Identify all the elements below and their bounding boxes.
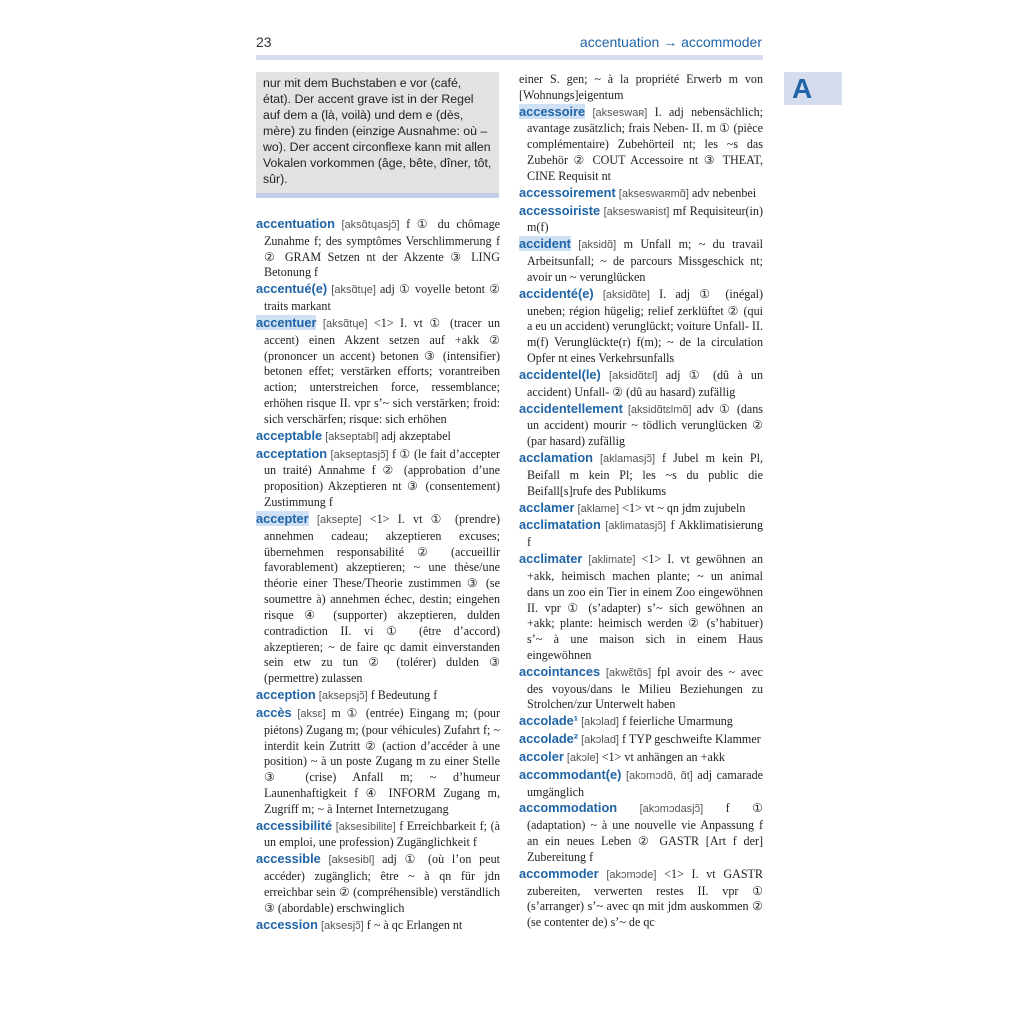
dictionary-entry	[256, 917, 500, 935]
entry-headword[interactable]: accentué(e)	[256, 281, 328, 297]
entry-body: f ~ à qc Erlangen nt	[366, 917, 463, 932]
entry-body: f ① (adaptation) ~ à une nouvelle vie Anpassung f an ein neues Leben ② GASTR [Art f der] Zubereitung f	[527, 801, 763, 864]
entry-headword[interactable]: acclamer	[519, 499, 575, 515]
entry-headword[interactable]: acclimatation	[519, 517, 601, 533]
entry-headword[interactable]: acception	[256, 687, 316, 703]
dictionary-entry	[519, 104, 763, 185]
dictionary-entry	[519, 450, 763, 499]
entry-phonetic: [aksepsjɔ̃]	[318, 690, 368, 703]
dictionary-entry	[519, 236, 763, 285]
entry-body: adj ① voyelle betont ② traits markant	[264, 282, 500, 314]
entry-body: mf Requisiteur(in) m(f)	[527, 203, 763, 235]
entry-phonetic: [aksɑ̃tɥe]	[322, 317, 368, 330]
entry-headword[interactable]: accidenté(e)	[519, 285, 594, 301]
entry-body: adv nebenbei	[691, 185, 757, 200]
entry-phonetic: [akɔle]	[566, 751, 599, 764]
entry-phonetic: [aksesjɔ̃]	[320, 919, 364, 932]
entry-body: I. adj ① (inégal) uneben; région hügelig; relief zerklüftet ② (qui a eu un accident) verunglückt; voiture Unfall- II. m(f) Verunglückte(r) f(m); ~ de la circulation Opfer nt eines Verkehrsunfalls	[527, 286, 763, 366]
entry-body: f Bedeutung f	[370, 688, 438, 703]
entry-body: <1> I. vt gewöhnen an +akk, heimisch machen plante; ~ un animal dans un zoo ein Tier in einem Zoo eingewöhnen II. vpr ① (s’adapter) s’~ sich gewöhnen an +akk; plante: heimisch werden ② (s’habituer) s’~ à une maison sich in einem Haus eingewöhnen	[527, 552, 763, 662]
continuation-text: einer S. gen; ~ à la propriété Erwerb m von [Wohnungs]eigentum	[519, 72, 763, 102]
entry-headword[interactable]: accentuer	[256, 314, 317, 330]
entry-phonetic: [aklame]	[577, 502, 620, 515]
entry-phonetic: [aksidɑ̃]	[578, 239, 617, 252]
entry-body: adj ① (dû à un accident) Unfall- ② (dû au hasard) zufällig	[527, 367, 763, 399]
dictionary-entry	[256, 705, 500, 818]
entry-phonetic: [akɔlad]	[581, 734, 619, 747]
entry-phonetic: [aksidɑ̃tɛl]	[609, 369, 658, 382]
entry-headword[interactable]: accident	[519, 236, 571, 252]
entry-phonetic: [aksepte]	[316, 513, 362, 526]
dictionary-entry	[519, 731, 763, 749]
entry-headword[interactable]: accessoirement	[519, 184, 616, 200]
entry-body: fpl avoir des ~ avec des voyous/dans le Milieu Beziehungen zu Strolchen/zur Unterwelt haben	[527, 664, 763, 712]
entry-phonetic: [aklimatasjɔ̃]	[605, 520, 666, 533]
left-column	[256, 216, 500, 986]
entry-body: f Akklimatisierung f	[527, 518, 763, 550]
dictionary-entry	[519, 185, 763, 203]
entry-headword[interactable]: accessoire	[519, 103, 586, 119]
entry-headword[interactable]: acceptation	[256, 445, 328, 461]
entry-phonetic: [aksesibilite]	[335, 820, 396, 833]
entry-headword[interactable]: accointances	[519, 663, 601, 679]
entry-headword[interactable]: accidentel(le)	[519, 366, 601, 382]
dictionary-entry	[519, 517, 763, 551]
entry-body: f Jubel m kein Pl, Beifall m kein Pl; les ~s du public die Beifall[s]rufe des Publikums	[527, 451, 763, 498]
dictionary-entry	[256, 511, 500, 687]
thumb-tab-letter: A	[792, 73, 813, 104]
entry-body: <1> vt anhängen an +akk	[601, 749, 725, 764]
entry-body: f TYP geschweifte Klammer	[622, 732, 761, 747]
running-head: accentuation → accommoder	[579, 34, 762, 50]
entry-body: f feierliche Umarmung	[622, 714, 733, 729]
entry-body: f ① du chômage Zunahme f; des symptômes Verschlimmerung f ② GRAM Setzen nt der Akzente ③ LING Betonung f	[264, 217, 500, 280]
entry-headword[interactable]: accepter	[256, 510, 309, 526]
entry-phonetic: [akseptasjɔ̃]	[330, 448, 389, 461]
entry-phonetic: [aksesibl]	[328, 854, 375, 867]
dictionary-entry	[256, 818, 500, 852]
dictionary-entry	[519, 401, 763, 450]
entry-body: f ① (le fait d’accepter un traité) Annahme f ② (approbation d’une proposition) Akzeptieren nt ③ (consentement) Zustimmung f	[264, 446, 500, 510]
entry-body: <1> I. vt ① (prendre) annehmen cadeau; akzeptieren excuses; übernehmen responsabilité ② (accueillir favorablement) akzeptieren; ~ une thèse/une théorie einer These/Theorie zustimmen ③ (se soumettre à) annehmen échec, destin; eingehen risque ④ (supporter) akzeptieren, dulden contradiction II. vi ① (être d’accord) akzeptieren; ~ de faire qc damit einverstanden sein etw zu tun ② (tolérer) dulden ③ (permettre) zulassen	[264, 511, 500, 686]
entry-body: <1> I. vt ① (tracer un accent) einen Akzent setzen auf +akk ② (prononcer un accent) betonen ③ (intensifier) betonen effet; verstärken efforts; vorantreiben action; unterstreichen force, ressemblance; erhöhen risque II. vpr s’~ sich verstärken; froid: sich verschärfen; risque: sich erhöhen	[264, 315, 500, 426]
entry-headword[interactable]: accommoder	[519, 865, 599, 881]
dictionary-entry	[256, 851, 500, 916]
entry-phonetic: [akseswaʀist]	[603, 205, 670, 218]
entry-body: m Unfall m; ~ du travail Arbeitsunfall; ~ de parcours Missgeschick nt; avoir un ~ verunglücken	[527, 237, 763, 284]
dictionary-entry	[256, 216, 500, 281]
entry-headword[interactable]: acclimater	[519, 551, 583, 567]
header-rule	[256, 55, 763, 60]
dictionary-entry	[256, 446, 500, 511]
entry-phonetic: [akɔmɔdɑ̃, ɑ̃t]	[625, 769, 693, 782]
dictionary-entry	[256, 428, 500, 446]
entry-body: <1> vt ~ qn jdm zujubeln	[622, 500, 746, 515]
entry-headword[interactable]: accès	[256, 704, 292, 720]
entry-phonetic: [akseswaʀ]	[592, 106, 648, 119]
dictionary-entry	[519, 866, 763, 931]
dictionary-entry	[519, 203, 763, 237]
note-box	[256, 72, 499, 198]
entry-phonetic: [akwɛ̃tɑ̃s]	[605, 666, 652, 679]
dictionary-entry	[519, 664, 763, 713]
dictionary-entry	[256, 687, 500, 705]
entry-headword[interactable]: accessible	[256, 851, 321, 867]
entry-headword[interactable]: accoler	[519, 748, 564, 764]
right-column	[519, 72, 763, 984]
entry-phonetic: [aksɑ̃tɥasjɔ̃]	[341, 219, 400, 231]
entry-headword[interactable]: acclamation	[519, 450, 593, 466]
entry-body: adv ① (dans un accident) mourir ~ tödlich verunglücken ② (par hasard) zufällig	[527, 401, 763, 449]
entry-headword[interactable]: accentuation	[256, 216, 335, 231]
entry-phonetic: [aklamasjɔ̃]	[600, 453, 656, 466]
entry-body: adj akzeptabel	[381, 428, 451, 443]
entry-phonetic: [akseswaʀmɑ̃]	[618, 187, 689, 200]
entry-phonetic: [aksidɑ̃te]	[602, 288, 650, 301]
entry-body: adj camarade umgänglich	[527, 767, 763, 799]
entry-phonetic: [aklimate]	[588, 554, 636, 567]
dictionary-entry	[519, 767, 763, 801]
entry-headword[interactable]: accommodant(e)	[519, 766, 622, 782]
entry-headword[interactable]: accidentellement	[519, 400, 623, 416]
entry-phonetic: [akɔmɔdasjɔ̃]	[639, 803, 704, 816]
entry-headword[interactable]: accolade²	[519, 731, 579, 747]
page-number: 23	[256, 34, 272, 50]
entry-phonetic: [aksɑ̃tɥe]	[331, 284, 376, 297]
entry-phonetic: [akɔlad]	[581, 716, 619, 729]
entry-headword[interactable]: accession	[256, 916, 318, 932]
entry-headword[interactable]: accolade¹	[519, 713, 579, 729]
dictionary-entry	[256, 281, 500, 315]
entry-headword[interactable]: accessoiriste	[519, 202, 601, 218]
dictionary-entry	[519, 551, 763, 664]
entry-body: adj ① (où l’on peut accéder) zugänglich; être ~ à qn für jdn erreichbar sein ② (compréhensible) verständlich ③ (abordable) erschwinglich	[264, 852, 500, 915]
entry-headword[interactable]: accommodation	[519, 800, 618, 816]
entry-phonetic: [akseptabl]	[325, 430, 379, 443]
entry-headword[interactable]: acceptable	[256, 427, 323, 443]
dictionary-entry	[519, 713, 763, 731]
note-text: nur mit dem Buchstaben e vor (café, état). Der accent grave ist in der Regel auf dem a (là, voilà) und dem e (dès, mère) zu finden (einzige Ausnahme: où – wo). Der accent circonflexe kann mit allen Vokalen vorkommen (âge, bête, dîner, tôt, sûr).	[263, 76, 492, 186]
dictionary-entry	[519, 749, 763, 767]
dictionary-entry	[519, 500, 763, 518]
entry-headword[interactable]: accessibilité	[256, 817, 333, 833]
entry-phonetic: [aksidɑ̃tɛlmɑ̃]	[627, 403, 692, 416]
entry-body: <1> I. vt GASTR zubereiten, verwerten restes II. vpr ① (s’arranger) s’~ avec qn mit jdm auskommen ② (se contenter de) s’~ de qc	[527, 866, 763, 930]
dictionary-entry	[519, 367, 763, 401]
dictionary-entry	[256, 315, 500, 428]
dictionary-entry	[519, 800, 763, 865]
entry-body: m ① (entrée) Eingang m; (pour piétons) Zugang m; (pour véhicules) Zufahrt f; ~ interdit kein Zutritt ② (action d’accéder à une position) ~ à un poste Zugang m zu einer Stelle ③ (crise) Anfall m; ~ d’humeur Launenhaftigkeit f ④ INFORM Zugang m, Zugriff m; ~ à Internet Internetzugang	[264, 705, 500, 816]
entry-phonetic: [akɔmɔde]	[606, 868, 657, 881]
entry-body: f Erreichbarkeit f; (à un emploi, une profession) Zugänglichkeit f	[264, 818, 500, 850]
dictionary-entry	[519, 286, 763, 367]
entry-body: I. adj nebensächlich; avantage zusätzlich; frais Neben- II. m ① (pièce complémentaire) Zubehörteil nt; les ~s das Zubehör ② COUT Accessoire nt ③ THEAT, CINE Requisit nt	[527, 104, 763, 183]
entry-phonetic: [aksɛ]	[297, 707, 326, 720]
